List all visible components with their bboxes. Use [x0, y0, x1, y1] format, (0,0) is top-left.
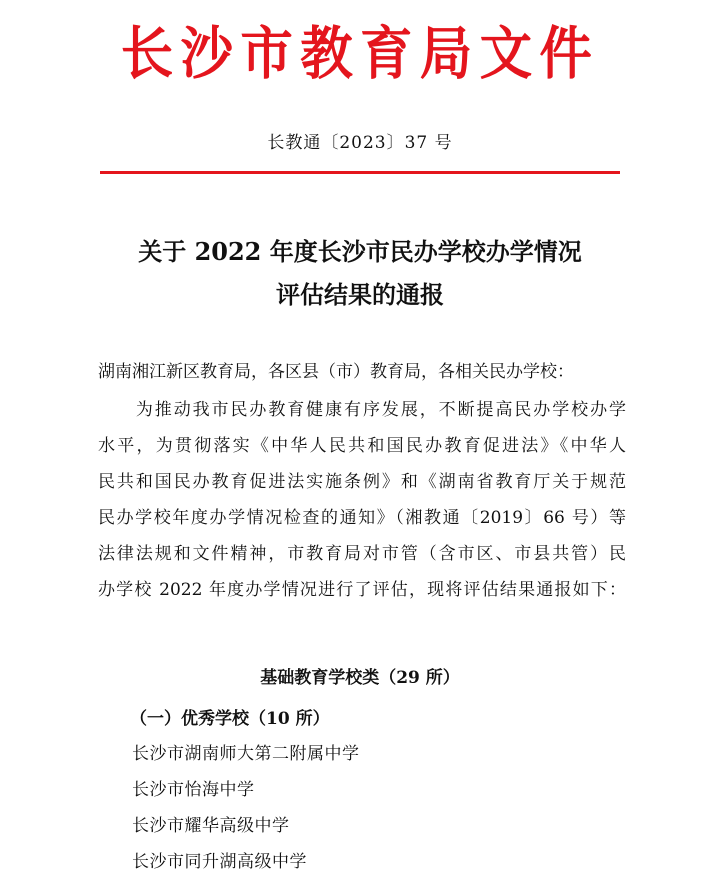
paragraph-line: 水平，为贯彻落实《中华人民共和国民办教育促进法》《中华人 — [98, 436, 626, 456]
paragraph-line: 民办学校年度办学情况检查的通知》（湘教通〔2019〕66 号）等 — [98, 508, 626, 528]
subsection-heading: （一）优秀学校（10 所） — [130, 709, 330, 729]
paragraph-line: 法律法规和文件精神，市教育局对市管（含市区、市县共管）民 — [98, 544, 626, 564]
school-list-item: 长沙市同升湖高级中学 — [132, 852, 307, 872]
red-divider-line — [100, 171, 620, 174]
paragraph-line: 民共和国民办教育促进法实施条例》和《湖南省教育厅关于规范 — [98, 472, 626, 492]
school-list-item: 长沙市怡海中学 — [132, 780, 255, 800]
paragraph-line: 办学校 2022 年度办学情况进行了评估，现将评估结果通报如下： — [98, 580, 626, 600]
document-number: 长教通〔2023〕37 号 — [267, 133, 453, 153]
section-heading: 基础教育学校类（29 所） — [260, 668, 460, 688]
masthead-title: 长沙市教育局文件 — [120, 20, 600, 87]
document-title-line-2: 评估结果的通报 — [276, 280, 444, 309]
school-list-item: 长沙市湖南师大第二附属中学 — [132, 744, 360, 764]
salutation: 湖南湘江新区教育局，各区县（市）教育局，各相关民办学校： — [98, 362, 574, 382]
school-list-item: 长沙市耀华高级中学 — [132, 816, 290, 836]
document-title-line-1: 关于 2022 年度长沙市民办学校办学情况 — [138, 237, 582, 266]
paragraph-line: 为推动我市民办教育健康有序发展，不断提高民办学校办学 — [98, 400, 626, 420]
